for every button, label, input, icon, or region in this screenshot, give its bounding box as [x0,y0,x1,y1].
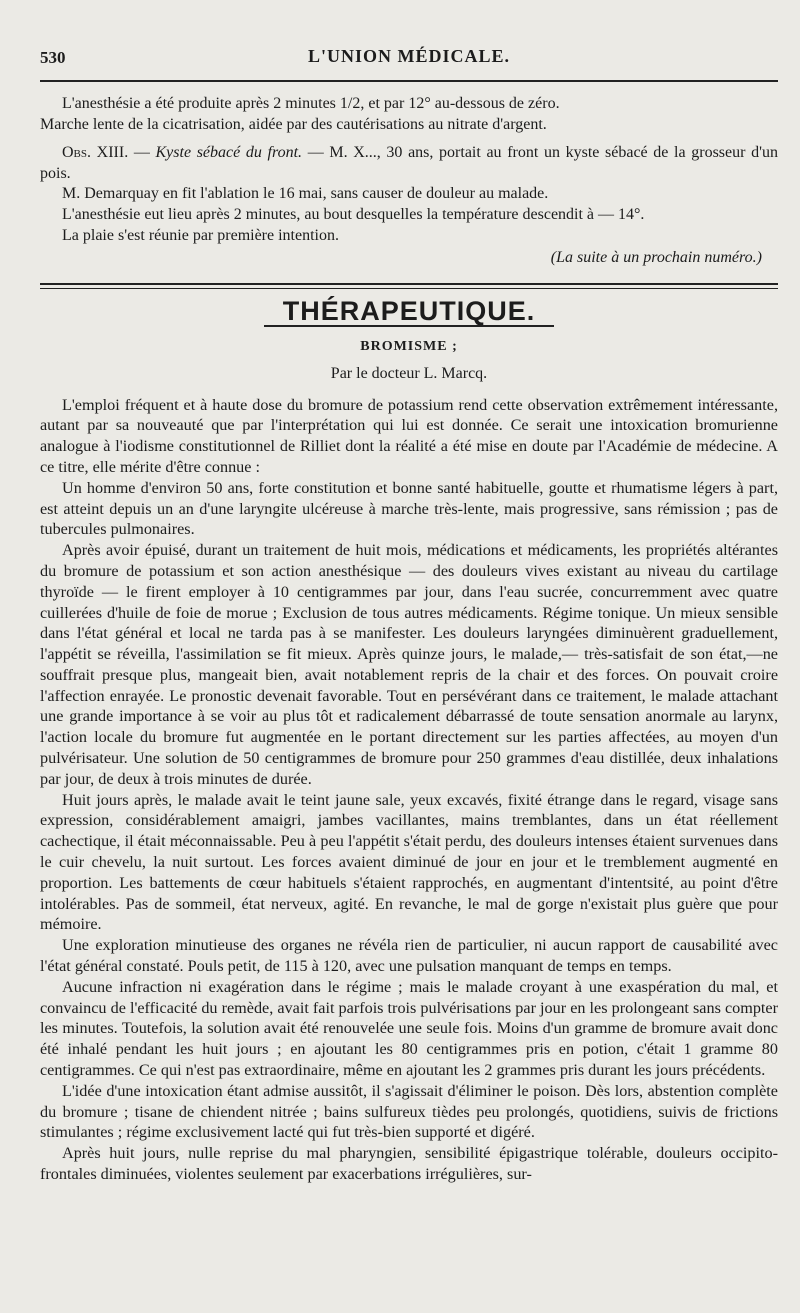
paragraph: Huit jours après, le malade avait le teint jaune sale, yeux excavés, fixité étrange dans le regard, visage sans expression, considérablement amaigri, jambes vacillantes, mains tremblantes, dans un état réellement cachectique, il était méconnaissable. Peu à peu l'appétit s'était perdu, des douleurs intenses étaient survenues dans le cuir chevelu, la nuit surtout. Les forces avaient diminué de jour en jour et le tremblement augmenté en proportion. Les battements de cœur habituels s'étaient rapprochés, en augmentant d'intentsité, au point d'être intolérables. Pas de sommeil, état nerveux, agité. En revanche, le mal de gorge n'existait plus guère que pour mémoire. [40,790,778,934]
obs-end-line-2: Marche lente de la cicatrisation, aidée par des cautérisations au nitrate d'argent. [40,115,547,133]
paragraph: Après huit jours, nulle reprise du mal pharyngien, sensibilité épigastrique tolérable, douleurs occipito-frontales diminuées, violentes seulement par exacerbations irrégulières, sur- [40,1144,778,1184]
paragraph: L'idée d'une intoxication étant admise aussitôt, il s'agissait d'éliminer le poison. Dès lors, abstention complète du bromure ; tisane de chiendent nitrée ; bains sulfureux tièdes peu prolongés, quotidiens, suivis de frictions stimulantes ; régime exclusivement lacté qui fut très-bien supporté et digéré. [40,1081,778,1142]
obs-paragraph-3: L'anesthésie eut lieu après 2 minutes, au bout desquelles la température descendit à — 14°. [62,205,645,223]
article-body [40,395,778,1185]
running-header [40,40,778,74]
article-title: BROMISME ; [360,339,458,355]
paragraph: Une exploration minutieuse des organes ne révéla rien de particulier, ni aucun rapport de causabilité avec l'état général constaté. Pouls petit, de 115 à 120, avec une pulsation manquant de temps en temps. [40,936,778,976]
obs-text: — M. X..., 30 ans, portait au front un kyste sébacé de la grosseur d'un pois. [40,144,778,182]
obs-paragraph-2: M. Demarquay en fit l'ablation le 16 mai, sans causer de douleur au malade. [62,185,549,203]
journal-title: L'UNION MÉDICALE. [307,46,511,66]
obs-label: Obs. XIII. — [62,144,150,162]
section-heading: THÉRAPEUTIQUE. [282,295,536,326]
obs-end-line-1: L'anesthésie a été produite après 2 minutes 1/2, et par 12° au-dessous de zéro. [62,95,560,112]
continuation-note: (La suite à un prochain numéro.) [550,249,762,267]
paragraph: Un homme d'environ 50 ans, forte constitution et bonne santé habituelle, goutte et rhumatisme légers à part, est atteint depuis un an d'une laryngite ulcéreuse à marche très-lente, mais progressive, sans rémission ; pas de tubercules pulmonaires. [40,478,778,539]
paragraph: Après avoir épuisé, durant un traitement de huit mois, médications et médicaments, les propriétés altérantes du bromure de potassium et son action anesthésique — des douleurs vives existant au niveau du cartilage thyroïde — le firent employer à 10 centigrammes par jour, dans l'eau sucrée, concurremment avec quatre cuillerées d'huile de foie de morue ; Exclusion de tous autres médicaments. Régime tonique. Un mieux sensible dans l'état général et local ne tarda pas à se manifester. Les douleurs laryngées diminuèrent graduellement, l'appétit se réveilla, l'assimilation se fit mieux. Après quinze jours, le malade,— très-satisfait de son état,—ne souffrait presque plus, mangeait bien, avait notablement repris de la chair et des forces. On pouvait croire l'affection enrayée. Le pronostic devenait favorable. Tout en persévérant dans ce traitement, le malade attachant une grande importance à se voir au plus tôt et radicalement débarrassé de toute sensation anormale au larynx, l'action locale du bromure fut augmentée en le portant directement sur les parties affectées, au moyen d'un pulvérisateur. Une solution de 50 centigrammes de bromure pour 250 grammes d'eau distillée, deux inhalations par jour, de deux à trois minutes de durée. [40,541,778,788]
obs-title: Kyste sébacé du front. [155,144,303,162]
article-byline: Par le docteur L. Marcq. [330,364,488,382]
page-number: 530 [40,48,66,67]
paragraph: Aucune infraction ni exagération dans le régime ; mais le malade croyant à une exaspération du mal, et convaincu de l'efficacité du remède, avait fait parfois trois pulvérisations par jour en les prolongeant sans compter les minutes. Toutefois, la solution avait été renouvelée une seule fois. Moins d'un gramme de bromure avait donc été inhalé pendant les huit jours ; en ajoutant les 80 centigrammes pris en potion, c'était 1 gramme 80 centigrammes. Ce qui n'est pas extraordinaire, même en ajoutant les 2 grammes pris durant les jours précédents. [40,977,778,1080]
paragraph: L'emploi fréquent et à haute dose du bromure de potassium rend cette observation extrêmement intéressante, autant par sa nouveauté que par l'interprétation qui lui est donnée. Ce serait une intoxication bromurienne analogue à l'iodisme constitutionnel de Rilliet dont la réalité a été mise en doute par l'Académie de médecine. A ce titre, elle mérite d'être connue : [40,395,778,476]
section-divider [40,283,778,289]
header-rule [40,80,778,82]
obs-paragraph-4: La plaie s'est réunie par première intention. [62,226,339,244]
observation-xiii [40,143,778,184]
